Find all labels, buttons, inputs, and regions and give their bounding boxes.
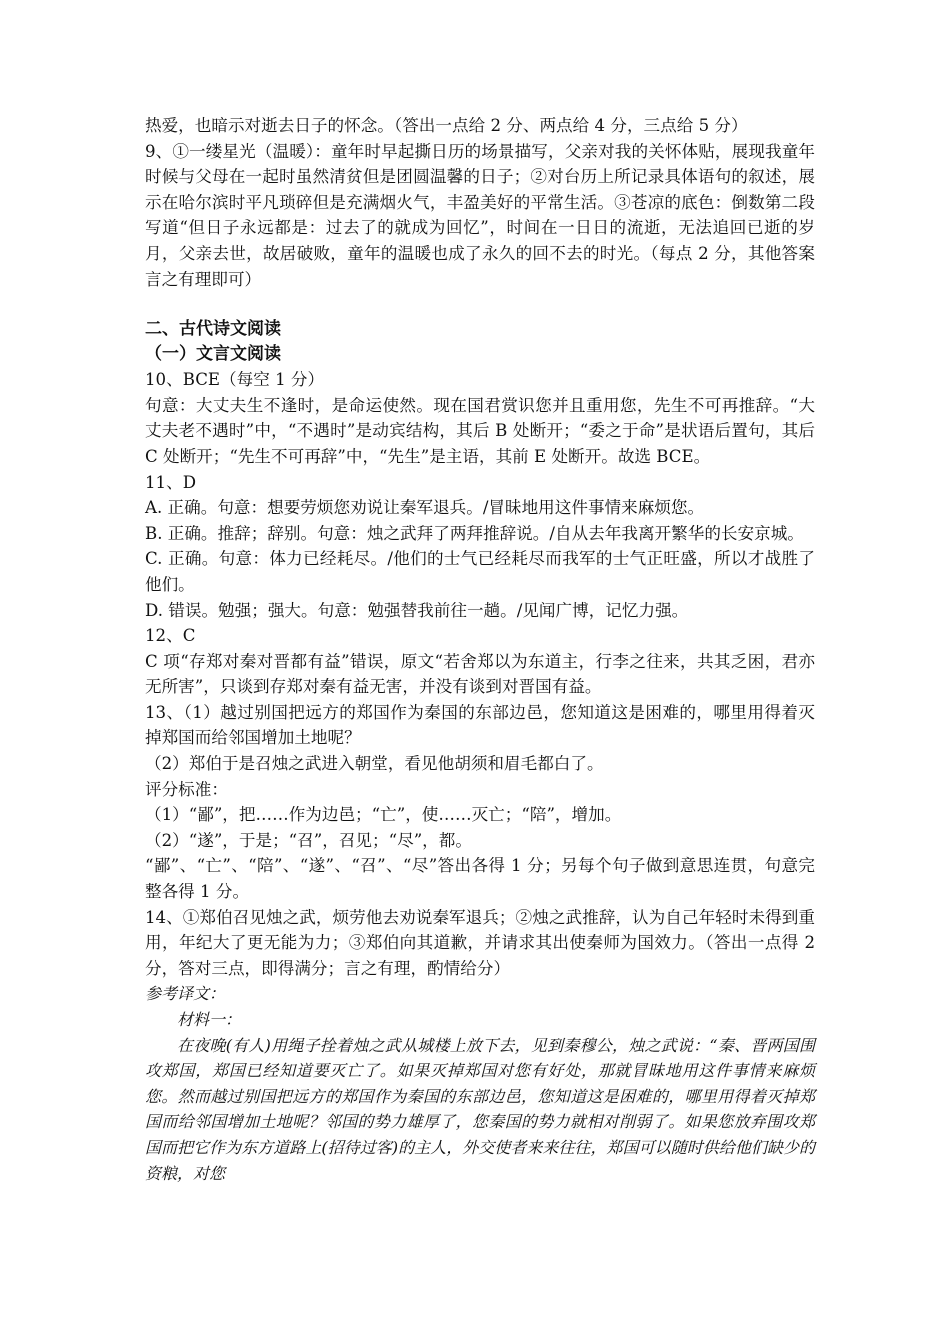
answer-11-option-c: C. 正确。句意：体力已经耗尽。/他们的士气已经耗尽而我军的士气正旺盛，所以才战胜了他们。 [145,549,815,594]
answer-13-part-1: 13、（1）越过别国把远方的郑国作为秦国的东部边邑，您知道这是困难的，哪里用得着灭掉郑国而给邻国增加土地呢？ [145,702,815,748]
answer-12: 12、C [145,626,196,646]
scoring-standard-label: 评分标准： [145,779,228,799]
answer-11-option-a: A. 正确。句意：想要劳烦您劝说让秦军退兵。/冒昧地用这件事情来麻烦您。 [145,498,705,518]
scoring-standard-2: （2）“遂”，于是；“召”，召见；“尽”，都。 [145,830,472,850]
paragraph-8-end: 热爱，也暗示对逝去日子的怀念。（答出一点给 2 分、两点给 4 分，三点给 5 分） [145,116,748,135]
answer-10: 10、BCE（每空 1 分） [145,370,325,390]
answer-10-explanation: 句意：大丈夫生不逢时，是命运使然。现在国君赏识您并且重用您，先生不可再推辞。“大丈夫老不遇时”中，“不遇时”是动宾结构，其后 B 处断开；“委之于命”是状语后置句，其后 C 处断开；“先生不可再辞”中，“先生”是主语，其前 E 处断开。故选 BCE。 [145,395,815,466]
section-heading-ancient-poetry: 二、古代诗文阅读 [145,319,281,340]
answer-content [145,113,815,1186]
answer-9: 9、①一缕星光（温暖）：童年时早起撕日历的场景描写，父亲对我的关怀体贴，展现我童年时候与父母在一起时虽然清贫但是团圆温馨的日子；②对台历上所记录具体语句的叙述，展示在哈尔滨时平凡琐碎但是充满烟火气，丰盈美好的平常生活。③苍凉的底色：倒数第二段写道“但日子永远都是：过去了的就成为回忆”，时间在一日日的流逝，无法追回已逝的岁月，父亲去世，故居破败，童年的温暖也成了永久的回不去的时光。（每点 2 分，其他答案言之有理即可） [145,141,815,289]
translation-paragraph: 在夜晚(有人)用绳子拴着烛之武从城楼上放下去，见到秦穆公，烛之武说：“秦、晋两国围攻郑国，郑国已经知道要灭亡了。如果灭掉郑国对您有好处，那就冒昧地用这件事情来麻烦您。然而越过别国把远方的郑国作为秦国的东部边邑，您知道这是困难的，哪里用得着灭掉郑国而给邻国增加土地呢？邻国的势力雄厚了，您秦国的势力就相对削弱了。如果您放弃围攻郑国而把它作为东方道路上(招待过客)的主人，外交使者来来往往，郑国可以随时供给他们缺少的资粮，对您 [145,1035,815,1183]
subsection-heading-classical-chinese: （一）文言文阅读 [145,344,281,365]
answer-13-part-2: （2）郑伯于是召烛之武进入朝堂，看见他胡须和眉毛都白了。 [145,754,604,774]
scoring-standard-1: （1）“鄙”，把……作为边邑；“亡”，使……灭亡；“陪”，增加。 [145,805,622,825]
answer-12-explanation: C 项“存郑对秦对晋都有益”错误，原文“若舍郑以为东道主，行李之往来，共其乏困，君亦无所害”，只谈到存郑对秦有益无害，并没有谈到对晋国有益。 [145,651,815,697]
reference-translation-label: 参考译文： [145,984,226,1004]
answer-14: 14、①郑伯召见烛之武，烦劳他去劝说秦军退兵；②烛之武推辞，认为自己年轻时未得到重用，年纪大了更无能为力；③郑伯向其道歉，并请求其出使秦师为国效力。（答出一点得 2 分，答对三点，即得满分；言之有理，酌情给分） [145,907,815,978]
material-1-label: 材料一： [177,1010,242,1029]
answer-11: 11、D [145,472,197,492]
answer-11-option-d: D. 错误。勉强；强大。句意：勉强替我前往一趟。/见闻广博，记忆力强。 [145,600,689,620]
answer-11-option-b: B. 正确。推辞；辞别。句意：烛之武拜了两拜推辞说。/自从去年我离开繁华的长安京城。 [145,523,804,543]
scoring-standard-3: “鄙”、“亡”、“陪”、“遂”、“召”、“尽”答出各得 1 分；另每个句子做到意思连贯，句意完整各得 1 分。 [145,856,815,902]
